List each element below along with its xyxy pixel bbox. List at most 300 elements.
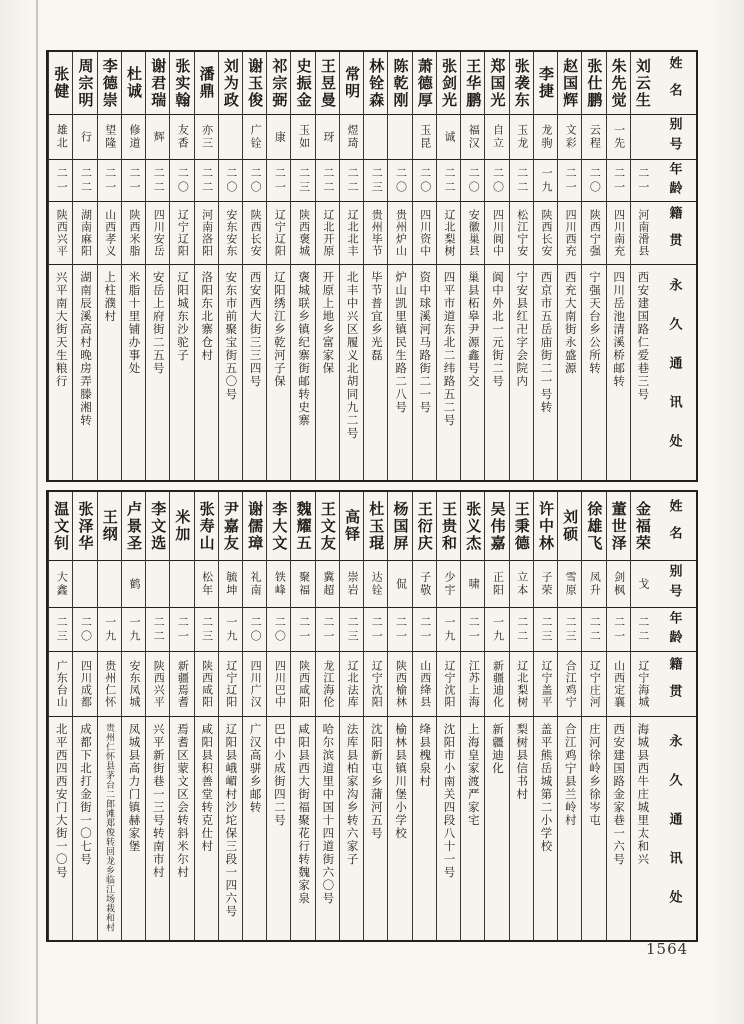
entry-name: 魏耀五 — [294, 500, 312, 552]
entry-name: 李大文 — [270, 500, 288, 552]
entry-column — [581, 492, 605, 940]
entry-age: 二〇 — [461, 159, 484, 201]
entry-name: 杨国屏 — [391, 500, 409, 552]
entry-alias: 龙驹 — [534, 114, 557, 159]
entry-column — [315, 492, 339, 940]
entry-address: 法库县柏家沟乡转六家子 — [340, 716, 363, 940]
header-address: 永久通讯处 — [654, 716, 696, 940]
entry-column — [72, 492, 96, 940]
entry-column — [509, 52, 533, 480]
entry-native-place: 陕西宁强 — [582, 201, 605, 264]
entry-native-place: 辽宁沈阳 — [437, 651, 460, 716]
entry-alias: 福汉 — [461, 114, 484, 159]
entry-address: 西安建国路仁爱巷三号 — [631, 264, 654, 480]
entry-age: 二一 — [388, 607, 411, 651]
entry-native-place: 安东安东 — [219, 201, 242, 264]
entry-name: 杜诚 — [124, 66, 142, 100]
entry-age: 二一 — [413, 607, 436, 651]
entry-alias: 鹤 — [122, 560, 145, 607]
entry-native-place: 山西孝义 — [98, 201, 121, 264]
entry-column — [412, 52, 436, 480]
entry-name: 李德崇 — [100, 57, 118, 109]
entry-native-place: 四川安岳 — [146, 201, 169, 264]
entry-alias: 铁峰 — [267, 560, 290, 607]
entry-native-place: 新疆迪化 — [485, 651, 508, 716]
entry-alias — [219, 114, 242, 159]
entry-native-place: 四川阆中 — [485, 201, 508, 264]
entry-address: 洛阳东北寨仓村 — [195, 264, 218, 480]
entry-name: 祁宗弼 — [270, 57, 288, 109]
entry-alias — [146, 560, 169, 607]
entry-address: 上海皇家渡严家宅 — [461, 716, 484, 940]
entry-native-place: 安徽巢县 — [461, 201, 484, 264]
entry-name: 吴伟嘉 — [488, 500, 506, 552]
entry-address: 咸阳县西大街福聚花行转魏家泉 — [291, 716, 314, 940]
entry-column — [48, 492, 72, 940]
entry-native-place: 陕西咸阳 — [291, 651, 314, 716]
entry-alias — [631, 114, 654, 159]
entry-column — [194, 492, 218, 940]
entry-age: 二一 — [558, 159, 581, 201]
entry-address: 兴平新街巷一三号转南市村 — [146, 716, 169, 940]
entry-address: 成都下北打金街一〇七号 — [73, 716, 96, 940]
entry-name: 王贵和 — [440, 500, 457, 552]
entry-age: 二一 — [122, 159, 145, 201]
entry-alias: 云程 — [582, 114, 605, 159]
entry-native-place: 广东台山 — [49, 651, 72, 716]
entry-address: 绛县槐泉村 — [413, 716, 436, 940]
header-name: 姓名 — [667, 499, 683, 553]
entry-alias: 冀超 — [316, 560, 339, 607]
entry-address: 辽阳城东沙驼子 — [170, 264, 193, 480]
entry-native-place: 山西绛县 — [413, 651, 436, 716]
entry-age: 二三 — [291, 159, 314, 201]
entry-column — [242, 492, 266, 940]
entry-address: 毕节普宜乡光磊 — [364, 264, 387, 480]
entry-age: 二二 — [631, 607, 654, 651]
entry-address: 辽阳绣江乡乾河子保 — [267, 264, 290, 480]
entry-column — [363, 52, 387, 480]
entry-age: 二〇 — [243, 159, 266, 201]
entry-address: 西京市五岳庙街二一号转 — [534, 264, 557, 480]
entry-age: 二一 — [461, 607, 484, 651]
entry-name: 谢君瑞 — [149, 57, 167, 109]
entry-column — [339, 492, 363, 940]
entry-name: 潘鼎 — [197, 66, 215, 100]
entry-native-place: 陕西米脂 — [122, 201, 145, 264]
entry-column — [266, 52, 290, 480]
entry-name: 王纲 — [100, 509, 118, 543]
entry-address: 开原上地乡富家保 — [316, 264, 339, 480]
entry-native-place: 湖南麻阳 — [73, 201, 96, 264]
entry-address: 凤城县高力门镇赫家堡 — [122, 716, 145, 940]
entry-alias: 康 — [267, 114, 290, 159]
entry-column — [606, 52, 630, 480]
entry-name: 常明 — [343, 66, 361, 100]
entry-address: 广汉高骈乡邮转 — [243, 716, 266, 940]
entry-native-place: 辽北开原 — [316, 201, 339, 264]
entry-column — [363, 492, 387, 940]
entry-name: 王华鹏 — [464, 57, 482, 109]
entry-alias: 戈 — [631, 560, 654, 607]
header-column — [654, 52, 696, 480]
entry-alias: 松年 — [195, 560, 218, 607]
entry-age: 二二 — [146, 159, 169, 201]
entry-age: 二二 — [582, 607, 605, 651]
entry-name: 卢景圣 — [124, 500, 142, 552]
entry-native-place: 合江鸡宁 — [558, 651, 581, 716]
entry-name: 谢儒璋 — [246, 500, 264, 552]
entry-alias: 自立 — [485, 114, 508, 159]
entry-name: 高铎 — [343, 509, 361, 543]
entry-age: 一九 — [485, 607, 508, 651]
entry-column — [606, 492, 630, 940]
entry-age: 二三 — [340, 607, 363, 651]
entry-native-place: 河南滑县 — [631, 201, 654, 264]
entry-alias: 达铨 — [364, 560, 387, 607]
entry-name: 张健 — [52, 66, 70, 100]
entry-column — [290, 492, 314, 940]
entry-address: 咸阳县积善堂转克仕村 — [195, 716, 218, 940]
entry-name: 张寿山 — [197, 500, 215, 552]
entry-native-place: 新疆焉耆 — [170, 651, 193, 716]
entry-age: 二二 — [437, 159, 460, 201]
entry-address: 安东市前聚宝街五〇号 — [219, 264, 242, 480]
entry-age: 二一 — [631, 159, 654, 201]
entry-age: 二三 — [49, 607, 72, 651]
entry-column — [218, 492, 242, 940]
entry-address: 褒城联乡镇纪寨街邮转史寨 — [291, 264, 314, 480]
entry-name: 张仕鹏 — [585, 57, 603, 109]
entry-native-place: 辽宁沈阳 — [364, 651, 387, 716]
entry-alias: 子敬 — [413, 560, 436, 607]
entry-age: 二〇 — [243, 607, 266, 651]
entry-native-place: 辽北北丰 — [340, 201, 363, 264]
entry-native-place: 辽宁辽阳 — [219, 651, 242, 716]
entry-age: 二〇 — [170, 159, 193, 201]
header-column — [654, 492, 696, 940]
entry-native-place: 陕西咸阳 — [195, 651, 218, 716]
entry-name: 尹嘉友 — [221, 500, 239, 552]
entry-age: 二三 — [364, 159, 387, 201]
entry-column — [315, 52, 339, 480]
entry-alias: 修道 — [122, 114, 145, 159]
entry-column — [630, 492, 654, 940]
entry-alias: 诚 — [437, 114, 460, 159]
header-age: 年龄 — [654, 607, 696, 651]
entry-name: 谢玉俊 — [246, 57, 264, 109]
entry-column — [557, 52, 581, 480]
entry-column — [121, 52, 145, 480]
entry-name: 杜玉琨 — [367, 500, 385, 552]
entry-address: 阆中外北一元街二号 — [485, 264, 508, 480]
entry-alias: 玉昆 — [413, 114, 436, 159]
entry-native-place: 陕西兴平 — [49, 201, 72, 264]
entry-address: 焉耆区蒙文区会转斜米尔村 — [170, 716, 193, 940]
entry-column — [169, 52, 193, 480]
entry-name: 金福荣 — [633, 500, 651, 552]
entry-name: 郑国光 — [488, 57, 506, 109]
page-number: 1564 — [646, 940, 689, 958]
entry-address: 西充大南街永盛源 — [558, 264, 581, 480]
directory-table-bottom — [46, 490, 698, 942]
entry-address: 梨树县信书村 — [510, 716, 533, 940]
entry-native-place: 贵州毕节 — [364, 201, 387, 264]
entry-alias: 广铨 — [243, 114, 266, 159]
entry-column — [169, 492, 193, 940]
entry-address: 北丰中兴区履义北胡同九二号 — [340, 264, 363, 480]
entry-alias: 辉 — [146, 114, 169, 159]
entry-name: 许中林 — [536, 500, 554, 552]
entry-age: 二一 — [49, 159, 72, 201]
entry-native-place: 龙江海伦 — [316, 651, 339, 716]
entry-alias: 煜琦 — [340, 114, 363, 159]
entry-native-place: 陕西长安 — [243, 201, 266, 264]
entry-name: 张泽华 — [76, 500, 94, 552]
entry-column — [48, 52, 72, 480]
entry-address: 炉山凯里镇民生路二八号 — [388, 264, 411, 480]
entry-column — [97, 492, 121, 940]
entry-age: 二〇 — [485, 159, 508, 201]
entry-name: 李捷 — [536, 66, 554, 100]
entry-alias — [73, 560, 96, 607]
entry-column — [509, 492, 533, 940]
directory-table-top — [46, 50, 698, 482]
entry-column — [72, 52, 96, 480]
entry-column — [484, 52, 508, 480]
entry-native-place: 辽宁庄河 — [582, 651, 605, 716]
entry-column — [290, 52, 314, 480]
entry-column — [218, 52, 242, 480]
entry-name: 张袭东 — [512, 57, 530, 109]
entry-name: 徐雄飞 — [585, 500, 603, 552]
entry-name: 王文友 — [318, 500, 336, 552]
entry-name: 朱先觉 — [609, 57, 627, 109]
entry-age: 二一 — [98, 159, 121, 201]
entry-alias — [364, 114, 387, 159]
entry-column — [266, 492, 290, 940]
entry-alias — [98, 560, 121, 607]
entry-age: 二〇 — [267, 607, 290, 651]
entry-native-place: 辽宁海城 — [631, 651, 654, 716]
entry-name: 史振金 — [294, 57, 312, 109]
entry-column — [412, 492, 436, 940]
entry-address: 海城县西牛庄城里太和兴 — [631, 716, 654, 940]
entry-age: 二三 — [558, 607, 581, 651]
entry-address: 宁强天台乡公所转 — [582, 264, 605, 480]
entry-address: 贵州仁怀县茅台二郎滩郑俊转回龙乡临江场栽和村 — [98, 716, 121, 940]
entry-name: 萧德厚 — [415, 57, 433, 109]
entry-age: 二一 — [267, 159, 290, 201]
entry-name: 张剑光 — [440, 57, 457, 109]
entry-native-place: 江苏上海 — [461, 651, 484, 716]
header-alias: 别号 — [654, 560, 696, 607]
entry-age: 二一 — [607, 159, 630, 201]
entry-address: 沈阳市小南关四段八十一号 — [437, 716, 460, 940]
entry-native-place: 安东凤城 — [122, 651, 145, 716]
entry-name: 米加 — [173, 509, 191, 543]
entry-column — [387, 492, 411, 940]
entry-alias: 行 — [73, 114, 96, 159]
entry-native-place: 辽宁辽阳 — [170, 201, 193, 264]
entry-alias: 侃 — [388, 560, 411, 607]
entry-native-place: 陕西兴平 — [146, 651, 169, 716]
entry-address: 新疆迪化 — [485, 716, 508, 940]
entry-alias: 立本 — [510, 560, 533, 607]
entry-native-place: 陕西长安 — [534, 201, 557, 264]
entry-address: 四平市道东北二纬路五二号 — [437, 264, 460, 480]
entry-alias: 凤升 — [582, 560, 605, 607]
entry-column — [387, 52, 411, 480]
entry-alias: 剑枫 — [607, 560, 630, 607]
entry-native-place: 河南洛阳 — [195, 201, 218, 264]
entry-column — [460, 492, 484, 940]
entry-age: 二二 — [510, 159, 533, 201]
entry-name: 李文选 — [149, 500, 167, 552]
entry-column — [484, 492, 508, 940]
entry-alias: 玡 — [316, 114, 339, 159]
entry-name: 董世泽 — [609, 500, 627, 552]
entry-age: 二〇 — [413, 159, 436, 201]
entry-address: 四川岳池清溪桥邮转 — [607, 264, 630, 480]
entry-address: 榆林县镇川堡小学校 — [388, 716, 411, 940]
entry-alias: 文彩 — [558, 114, 581, 159]
entry-address: 合江鸡宁县兰岭村 — [558, 716, 581, 940]
entry-column — [533, 52, 557, 480]
entry-name: 王秉德 — [512, 500, 530, 552]
entry-native-place: 辽宁辽阳 — [267, 201, 290, 264]
entry-column — [436, 52, 460, 480]
entry-native-place: 辽北梨树 — [437, 201, 460, 264]
entry-age: 二三 — [195, 607, 218, 651]
entry-column — [630, 52, 654, 480]
entry-age: 二一 — [607, 607, 630, 651]
entry-column — [194, 52, 218, 480]
entry-alias: 崇岩 — [340, 560, 363, 607]
entry-age: 二二 — [340, 159, 363, 201]
entry-column — [145, 492, 169, 940]
entry-name: 张义杰 — [464, 500, 482, 552]
entry-name: 刘为政 — [221, 57, 239, 109]
entry-age: 二〇 — [219, 159, 242, 201]
entry-alias: 毓坤 — [219, 560, 242, 607]
entry-address: 湖南辰溪高村晚房弄滕湘转 — [73, 264, 96, 480]
entry-address: 辽阳县峨嵋村沙坨保三段一四六号 — [219, 716, 242, 940]
header-address: 永久通讯处 — [654, 264, 696, 480]
entry-alias: 子荣 — [534, 560, 557, 607]
entry-address: 安岳上府街二五号 — [146, 264, 169, 480]
entry-address: 兴平南大街天生粮行 — [49, 264, 72, 480]
header-age: 年龄 — [654, 159, 696, 201]
entry-age: 二二 — [510, 607, 533, 651]
entry-alias: 一先 — [607, 114, 630, 159]
entry-age: 二一 — [364, 607, 387, 651]
entry-address: 巴中小成街四二号 — [267, 716, 290, 940]
entry-native-place: 贵州仁怀 — [98, 651, 121, 716]
entry-column — [97, 52, 121, 480]
entry-age: 二二 — [195, 159, 218, 201]
entry-alias: 友香 — [170, 114, 193, 159]
entry-age: 二〇 — [388, 159, 411, 201]
entry-alias: 望隆 — [98, 114, 121, 159]
entry-alias: 大鑫 — [49, 560, 72, 607]
entry-age: 一九 — [98, 607, 121, 651]
entry-native-place: 四川南充 — [607, 201, 630, 264]
entry-alias: 亦三 — [195, 114, 218, 159]
entry-alias: 啸 — [461, 560, 484, 607]
header-native-place: 籍贯 — [654, 651, 696, 716]
entry-column — [242, 52, 266, 480]
entry-native-place: 四川广汉 — [243, 651, 266, 716]
entry-age: 二一 — [291, 607, 314, 651]
entry-native-place: 四川成都 — [73, 651, 96, 716]
entry-native-place: 辽北法库 — [340, 651, 363, 716]
entry-age: 二一 — [316, 607, 339, 651]
entry-alias: 雪原 — [558, 560, 581, 607]
header-native-place: 籍贯 — [654, 201, 696, 264]
entry-name: 刘云生 — [633, 57, 651, 109]
entry-age: 二〇 — [582, 159, 605, 201]
entry-age: 二〇 — [73, 607, 96, 651]
entry-name: 周宗明 — [76, 57, 94, 109]
entry-name: 王昱曼 — [318, 57, 336, 109]
entry-alias: 玉龙 — [510, 114, 533, 159]
entry-address: 西安西大街三三四号 — [243, 264, 266, 480]
entry-address: 庄河徐岭乡徐岑屯 — [582, 716, 605, 940]
entry-name: 赵国辉 — [561, 57, 579, 109]
entry-column — [557, 492, 581, 940]
entry-age: 一九 — [534, 159, 557, 201]
entry-name: 林铨森 — [367, 57, 385, 109]
entry-address: 上柱濮村 — [98, 264, 121, 480]
entry-alias: 少宇 — [437, 560, 460, 607]
entry-column — [581, 52, 605, 480]
entry-address: 沈阳新屯乡蒲河五号 — [364, 716, 387, 940]
entry-age: 二二 — [146, 607, 169, 651]
entry-native-place: 辽北梨树 — [510, 651, 533, 716]
entry-native-place: 四川西充 — [558, 201, 581, 264]
entry-native-place: 四川巴中 — [267, 651, 290, 716]
entry-alias — [170, 560, 193, 607]
entry-native-place: 陕西榆林 — [388, 651, 411, 716]
entry-column — [145, 52, 169, 480]
entry-alias: 礼南 — [243, 560, 266, 607]
entry-native-place: 四川资中 — [413, 201, 436, 264]
entry-column — [436, 492, 460, 940]
entry-native-place: 贵州炉山 — [388, 201, 411, 264]
entry-name: 张实翰 — [173, 57, 191, 109]
entry-name: 温文钊 — [52, 500, 70, 552]
entry-address: 北平西四西安门大街一〇号 — [49, 716, 72, 940]
page-gutter-shadow — [36, 0, 38, 1024]
entry-age: 一九 — [122, 607, 145, 651]
entry-alias: 雄北 — [49, 114, 72, 159]
header-alias: 别号 — [654, 114, 696, 159]
entry-address: 巢县柘皋尹源鑫号交 — [461, 264, 484, 480]
entry-address: 盖平熊岳城第二小学校 — [534, 716, 557, 940]
entry-alias: 正阳 — [485, 560, 508, 607]
entry-age: 一九 — [219, 607, 242, 651]
entry-alias: 玉如 — [291, 114, 314, 159]
entry-address: 宁安县红卍字会院内 — [510, 264, 533, 480]
entry-address: 米脂十里铺办事处 — [122, 264, 145, 480]
header-name: 姓名 — [667, 56, 683, 110]
entry-name: 陈乾刚 — [391, 57, 409, 109]
entry-address: 资中球溪河马路街二一号 — [413, 264, 436, 480]
entry-address: 哈尔滨道里中国十四道街六〇号 — [316, 716, 339, 940]
entry-column — [460, 52, 484, 480]
entry-alias: 聚福 — [291, 560, 314, 607]
